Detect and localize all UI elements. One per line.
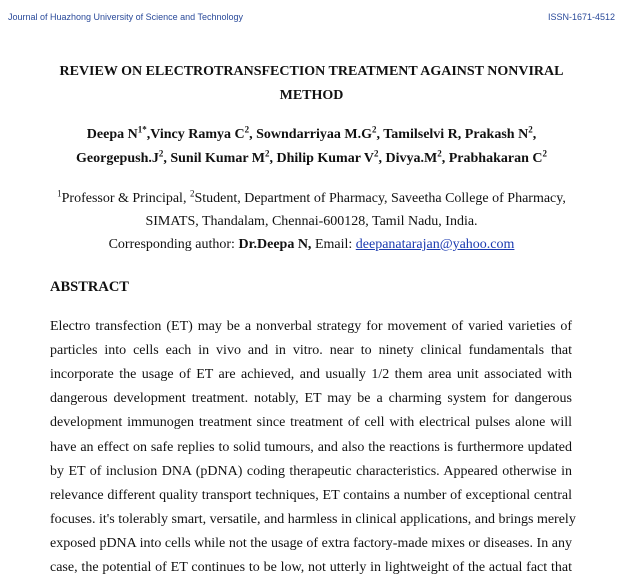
abstract-line: Electro transfection (ET) may be a nonverbal strategy for movement of varied varieties of bbox=[50, 319, 572, 334]
author-sup: 2 bbox=[542, 148, 547, 159]
author-name: , Dhilip Kumar V bbox=[269, 151, 375, 166]
affiliation-line-1 bbox=[0, 188, 623, 207]
sup: 1 bbox=[57, 188, 62, 199]
corr-label: Corresponding author: bbox=[108, 237, 239, 252]
author-name: , Tamilselvi R, Prakash N bbox=[376, 127, 529, 142]
abstract-line: exposed pDNA into cells while not the usage of extra factory-made mixes or diseases. In any bbox=[50, 535, 572, 551]
author-name: , bbox=[532, 127, 537, 142]
authors-line-1 bbox=[0, 124, 623, 143]
author-sup: 1* bbox=[137, 124, 147, 135]
corresponding-author bbox=[0, 237, 623, 253]
author-name: Deepa N bbox=[86, 127, 138, 142]
author-sup: 2 bbox=[158, 148, 164, 159]
author-name: , Sowndarriyaa M.G bbox=[249, 127, 372, 142]
abstract-line: incorporate the usage of ET are achieved, and usually 1/2 them area unit associated with bbox=[50, 367, 572, 383]
corr-name: Dr.Deepa N, bbox=[238, 237, 312, 252]
abstract-line: development immunogen treatment since treatment of cell with electrical pulses alone will bbox=[50, 415, 572, 431]
abstract-line: by ET of inclusion DNA (pDNA) coding therapeutic characteristics. Appeared otherwise in bbox=[50, 463, 572, 479]
abstract-line: relevance different quality transport techniques, ET contains a number of exceptional central bbox=[50, 487, 572, 503]
abstract-heading: ABSTRACT bbox=[50, 279, 129, 295]
abstract-line: focuses. it's tolerably smart, versatile, and harmless in clinical applications, and brings merely bbox=[50, 511, 576, 527]
title-line-2: METHOD bbox=[279, 88, 344, 103]
affiliation-line-2: SIMATS, Thandalam, Chennai-600128, Tamil Nadu, India. bbox=[145, 214, 478, 229]
abstract-line: case, the potential of ET continues to be low, not utterly in lightweight of the actual fact that bbox=[50, 560, 572, 575]
title-line-1: REVIEW ON ELECTROTRANSFECTION TREATMENT AGAINST NONVIRAL bbox=[59, 64, 564, 79]
email-link[interactable]: deepanatarajan@yahoo.com bbox=[355, 237, 515, 252]
authors-line-2 bbox=[0, 148, 623, 167]
author-sup: 2 bbox=[437, 148, 442, 159]
author-sup: 2 bbox=[528, 124, 533, 135]
abstract-line: have an effect on safe replies to solid tumours, and also the reactions is furthermore updated bbox=[50, 439, 572, 455]
issn: ISSN-1671-4512 bbox=[547, 12, 615, 22]
author-sup: 2 bbox=[372, 124, 377, 135]
author-name: , Divya.M bbox=[378, 151, 438, 166]
email-label: Email: bbox=[311, 237, 356, 252]
author-sup: 2 bbox=[244, 124, 250, 135]
author-name: , Prabhakaran C bbox=[441, 151, 543, 166]
journal-name: Journal of Huazhong University of Science and Technology bbox=[8, 12, 243, 22]
author-name: ,Vincy Ramya C bbox=[146, 127, 245, 142]
author-name: , Sunil Kumar M bbox=[163, 151, 266, 166]
author-sup: 2 bbox=[374, 148, 379, 159]
abstract-line: particles into cells each in vivo and in vitro. near to ninety clinical fundamentals that bbox=[50, 343, 572, 359]
author-sup: 2 bbox=[265, 148, 270, 159]
sup: 2 bbox=[189, 188, 195, 199]
abstract-line: dangerous development treatment. notably, ET may be a charming system for dangerous bbox=[50, 391, 572, 407]
role: Professor & Principal, bbox=[61, 191, 190, 206]
author-name: Georgepush.J bbox=[76, 151, 159, 166]
affiliation-text: Student, Department of Pharmacy, Saveetha College of Pharmacy, bbox=[194, 191, 566, 206]
